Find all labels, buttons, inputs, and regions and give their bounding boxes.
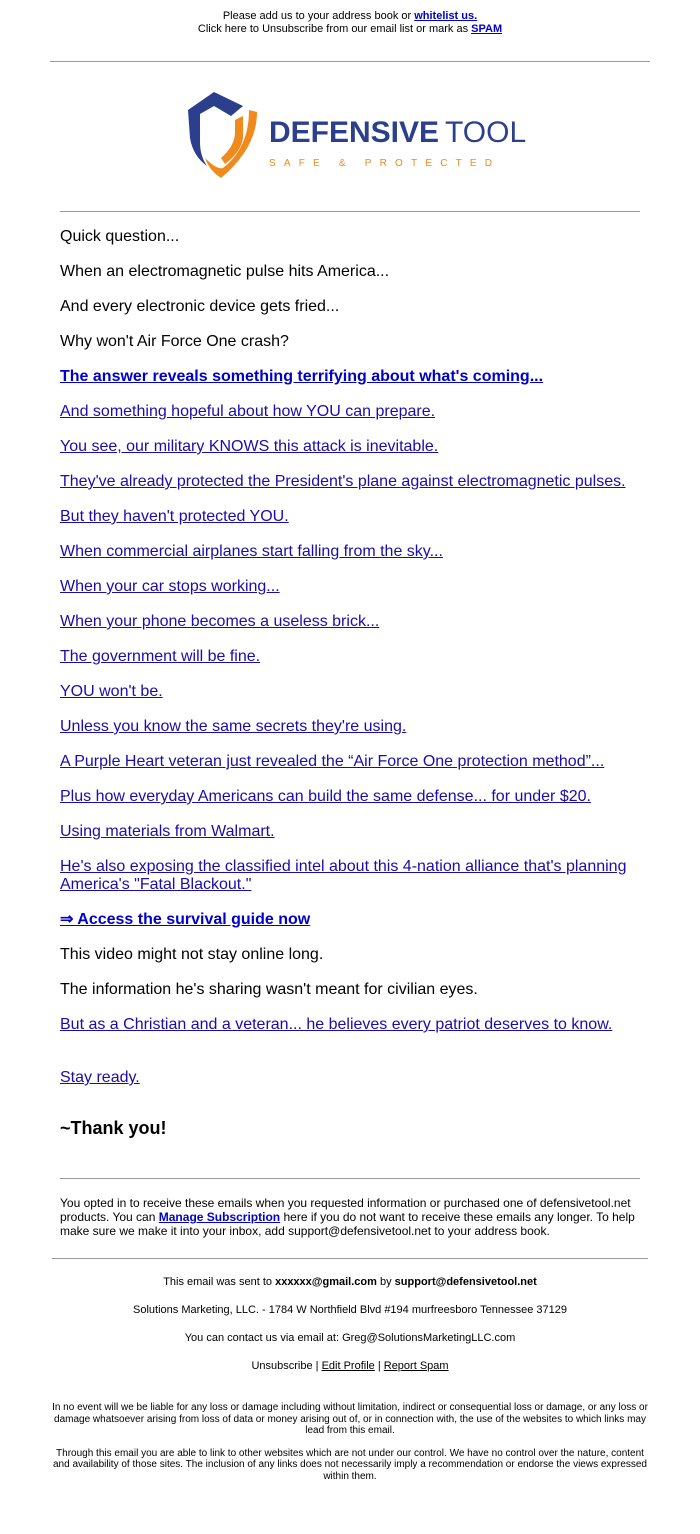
body-text: Why won't Air Force One crash? [60, 333, 289, 350]
body-text: The information he's sharing wasn't meant for civilian eyes. [60, 981, 478, 998]
logo-name-light: TOOL [445, 116, 527, 149]
recipient-email: xxxxxx@gmail.com [275, 1276, 377, 1288]
stay-ready-link[interactable]: Stay ready. [60, 1069, 140, 1086]
divider [52, 1258, 648, 1259]
preheader-line2: Click here to Unsubscribe from our email list or mark as [197, 23, 469, 35]
defensivetool-logo[interactable] [183, 86, 543, 182]
body-text: When an electromagnetic pulse hits America... [60, 263, 390, 280]
sent-to-label: This email was sent to [163, 1276, 273, 1288]
divider [50, 61, 650, 62]
body-link[interactable]: They've already protected the President's plane against electromagnetic pulses. [60, 473, 626, 490]
manage-subscription-link[interactable]: Manage Subscription [158, 1210, 281, 1224]
body-link[interactable]: Unless you know the same secrets they're using. [60, 718, 407, 735]
body-link[interactable]: The government will be fine. [60, 648, 261, 665]
body-link[interactable]: But they haven't protected YOU. [60, 508, 289, 525]
body-text: Quick question... [60, 228, 180, 245]
footer [50, 1276, 650, 1388]
body-link[interactable]: When your car stops working... [60, 578, 280, 595]
body-link[interactable]: A Purple Heart veteran just revealed the “Air Force One protection method”... [60, 753, 605, 770]
optin-text: You opted in to receive these emails when you requested information or purchased one of defensivetool.net products. You can [60, 1196, 631, 1224]
body-text: This video might not stay online long. [60, 946, 324, 963]
body-link[interactable]: But as a Christian and a veteran... he believes every patriot deserves to know. [60, 1016, 613, 1033]
body-link[interactable]: When your phone becomes a useless brick... [60, 613, 380, 630]
by-label: by [379, 1276, 392, 1288]
edit-profile-link[interactable]: Edit Profile [321, 1360, 375, 1372]
body-link[interactable]: When commercial airplanes start falling from the sky... [60, 543, 443, 560]
body-link[interactable]: He's also exposing the classified intel about this 4-nation alliance that's planning America's "Fatal Blackout." [60, 858, 627, 893]
optin-text: here if you do not want to receive these emails any longer. To help make sure we make it into your inbox, add support@defensivetool.net to your address book. [60, 1210, 635, 1238]
divider [60, 1178, 640, 1179]
divider [60, 211, 640, 212]
survival-guide-cta-link[interactable]: ⇒ Access the survival guide now [60, 911, 311, 928]
body-link[interactable]: YOU won't be. [60, 683, 163, 700]
body-link[interactable]: And something hopeful about how YOU can prepare. [60, 403, 436, 420]
optin-notice [60, 1196, 640, 1238]
body-link[interactable]: You see, our military KNOWS this attack is inevitable. [60, 438, 439, 455]
unsubscribe-link[interactable]: Unsubscribe [251, 1360, 313, 1372]
contact-email: You can contact us via email at: Greg@SolutionsMarketingLLC.com [184, 1332, 516, 1344]
body-link[interactable]: Plus how everyday Americans can build the same defense... for under $20. [60, 788, 591, 805]
separator: | [315, 1360, 319, 1372]
separator: | [377, 1360, 381, 1372]
report-spam-link[interactable]: Report Spam [383, 1360, 449, 1372]
liability-disclaimer: In no event will we be liable for any loss or damage including without limitation, indirect or consequential loss or damage, or any loss or damage whatsoever arising from loss of data or money arising out of, or in connection with, the use of the websites to which links may lead from this email. [52, 1402, 648, 1436]
sender-email: support@defensivetool.net [394, 1276, 537, 1288]
shield-icon [183, 86, 543, 182]
links-disclaimer: Through this email you are able to link to other websites which are not under our control. We have no control over the nature, content and availability of those sites. The inclusion of any links does not necessarily imply a recommendation or endorse the views expressed within them. [52, 1447, 647, 1482]
whitelist-link[interactable]: whitelist us. [414, 10, 478, 22]
body-link[interactable]: Using materials from Walmart. [60, 823, 275, 840]
legal-disclaimer [50, 1402, 650, 1493]
preheader-line1: Please add us to your address book or [222, 10, 412, 22]
sign-off: ~Thank you! [60, 1118, 167, 1138]
company-address: Solutions Marketing, LLC. - 1784 W Northfield Blvd #194 murfreesboro Tennessee 37129 [133, 1304, 567, 1316]
spam-link[interactable]: SPAM [471, 23, 503, 35]
logo-name-bold: DEFENSIVE [269, 116, 440, 149]
preheader [0, 10, 700, 36]
body-text: And every electronic device gets fried... [60, 298, 340, 315]
logo-tagline: SAFE & PROTECTED [269, 158, 501, 169]
email-body [60, 228, 650, 1154]
answer-link[interactable]: The answer reveals something terrifying about what's coming... [60, 368, 544, 385]
